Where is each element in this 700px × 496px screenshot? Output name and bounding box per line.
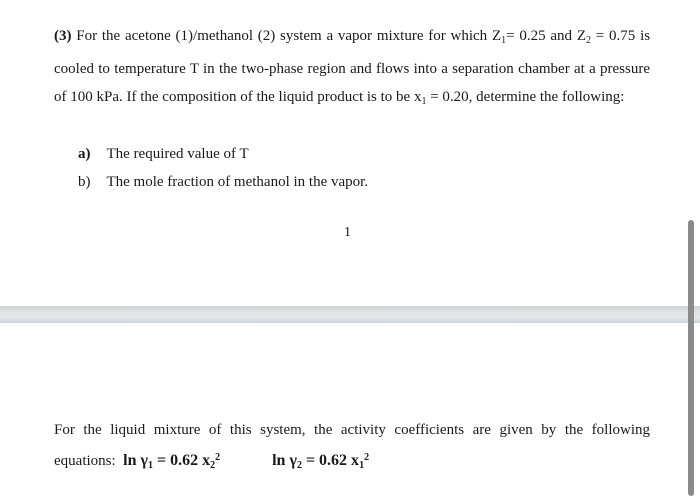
parts-list (78, 140, 368, 196)
z1-value: = 0.25 (506, 28, 546, 44)
part-b (78, 168, 368, 196)
x1-subscript: 1 (421, 96, 427, 107)
eq2-rhs-sub: 1 (359, 460, 365, 471)
activity-coefficient-paragraph (54, 416, 650, 480)
problem-middle: is cooled to temperature T in the two-phase region and flows into a separation chamber at a pressure of 100 kPa. If the composition of the liquid product is to be (54, 28, 651, 105)
z2-subscript: 2 (586, 35, 592, 46)
eq2-lhs: ln γ (272, 452, 297, 469)
x1-symbol: x (413, 89, 422, 105)
eq1-rhs-sub: 2 (210, 460, 216, 471)
page-separator (0, 306, 700, 323)
problem-intro: For the acetone (1)/methanol (2) system a vapor mixture for which (76, 28, 488, 44)
eq1-rhs-sup: 2 (215, 452, 221, 463)
page-number: 1 (344, 225, 351, 240)
eq1-rhs: = 0.62 x (156, 452, 211, 469)
part-b-label: b) (78, 174, 91, 190)
equation-2 (272, 452, 369, 469)
eq2-rhs: = 0.62 x (305, 452, 360, 469)
x1-value: = 0.20, determine the following: (430, 89, 625, 105)
z2-value: = 0.75 (595, 28, 636, 44)
eq2-rhs-sup: 2 (364, 452, 370, 463)
part-b-text: The mole fraction of methanol in the vapor. (106, 174, 369, 190)
eq1-lhs: ln γ (123, 452, 148, 469)
and-word: and (550, 28, 573, 44)
z2-symbol: Z (576, 28, 587, 44)
problem-number: (3) (54, 28, 72, 44)
part-a-label: a) (78, 146, 91, 162)
eq2-lhs-sub: 2 (296, 460, 302, 471)
part-a-text: The required value of T (106, 146, 249, 162)
part-a (78, 140, 368, 168)
scrollbar-thumb[interactable] (688, 220, 694, 496)
z1-subscript: 1 (501, 35, 507, 46)
equation-1 (123, 452, 220, 469)
problem-statement (54, 22, 650, 116)
bottom-text: For the liquid mixture of this system, the activity coefficients are given by the following (54, 422, 650, 438)
z1-symbol: Z (491, 28, 502, 44)
equations-label: equations: (54, 453, 116, 469)
eq1-lhs-sub: 1 (147, 460, 153, 471)
equations-line (54, 453, 369, 469)
